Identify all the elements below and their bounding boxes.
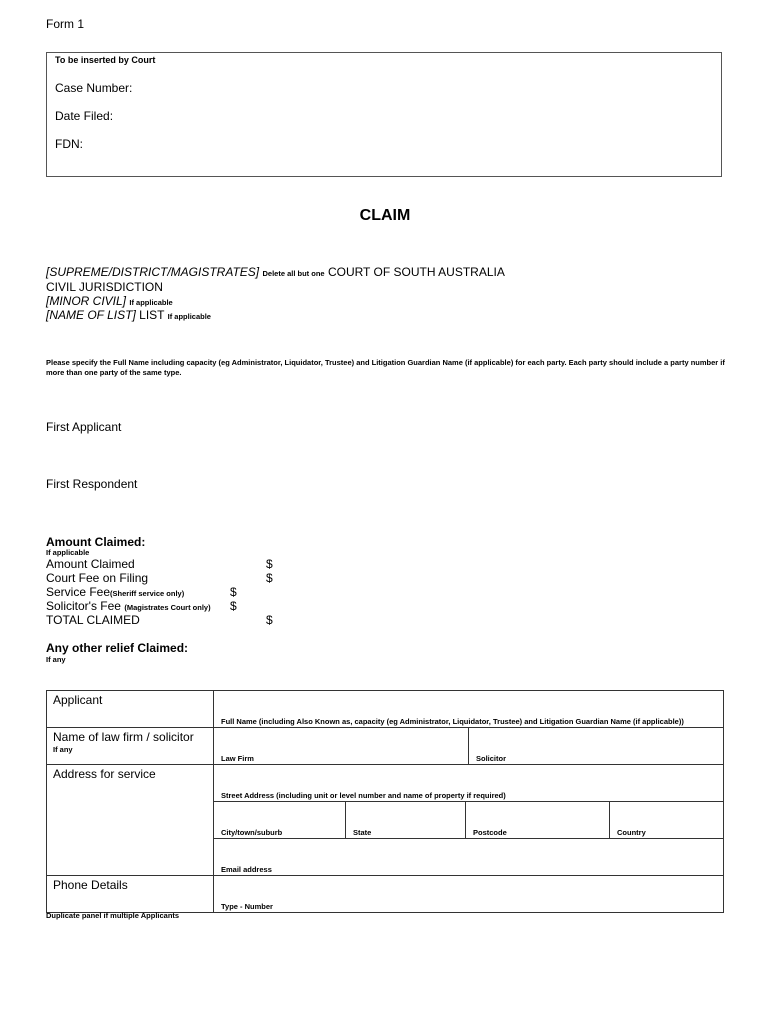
state-caption: State [353, 828, 372, 837]
amount-label: Amount Claimed [46, 557, 135, 571]
case-number-label: Case Number: [55, 81, 133, 95]
law-firm-caption: Law Firm [221, 754, 254, 763]
currency-sign: $ [266, 571, 273, 585]
lawfirm-label-cell [47, 728, 214, 765]
court-delete-note: Delete all but one [262, 269, 325, 278]
first-respondent-label: First Respondent [46, 477, 138, 491]
address-label: Address for service [53, 767, 156, 781]
court-options: [SUPREME/DISTRICT/MAGISTRATES] [46, 265, 260, 279]
currency-sign: $ [230, 599, 237, 613]
first-applicant-label: First Applicant [46, 420, 122, 434]
amount-note: (Magistrates Court only) [124, 603, 211, 612]
list-word: LIST [139, 308, 165, 322]
currency-sign: $ [266, 557, 273, 571]
list-note: If applicable [167, 312, 211, 321]
solicitor-field[interactable] [469, 728, 723, 764]
city-caption: City/town/suburb [221, 828, 283, 837]
currency-sign: $ [266, 613, 273, 627]
other-relief-sub: If any [46, 655, 66, 664]
full-name-caption: Full Name (including Also Known as, capacity (eg Administrator, Liquidator, Trustee) and Litigation Guardian Name (if applicable)) [221, 717, 684, 726]
amount-label: Solicitor's Fee [46, 599, 121, 613]
party-instructions: Please specify the Full Name including capacity (eg Administrator, Liquidator, Trustee) and Litigation Guardian Name (if applicable) for each party. Each party should include a party number if more than one party of the same type. [46, 358, 725, 377]
email-field[interactable] [214, 839, 724, 876]
date-filed-label: Date Filed: [55, 109, 114, 123]
street-caption: Street Address (including unit or level number and name of property if required) [221, 791, 506, 800]
amount-note: (Sheriff service only) [110, 589, 185, 598]
phone-caption: Type - Number [221, 902, 273, 911]
phone-field[interactable] [214, 876, 724, 913]
postcode-field[interactable] [466, 802, 610, 838]
minor-civil: [MINOR CIVIL] [46, 294, 127, 308]
other-relief-heading: Any other relief Claimed: [46, 641, 189, 655]
amount-label: TOTAL CLAIMED [46, 613, 140, 627]
court-name: COURT OF SOUTH AUSTRALIA [327, 265, 505, 279]
amount-sub: If applicable [46, 548, 90, 557]
list-line [46, 308, 211, 324]
street-address-field[interactable] [214, 765, 724, 802]
applicant-label: Applicant [53, 693, 103, 707]
amount-row [46, 571, 148, 585]
currency-sign: $ [230, 585, 237, 599]
amount-row [46, 585, 184, 599]
court-use-box [46, 52, 722, 177]
form-label: Form 1 [46, 17, 85, 31]
amount-row [46, 613, 140, 627]
solicitor-caption: Solicitor [476, 754, 507, 763]
locality-fields [214, 802, 724, 839]
amount-row [46, 557, 135, 571]
amount-row [46, 599, 211, 613]
court-line [46, 265, 505, 281]
address-label-cell [47, 765, 214, 876]
state-field[interactable] [346, 802, 466, 838]
page-title: CLAIM [359, 207, 411, 224]
lawfirm-label: Name of law firm / solicitor [53, 730, 194, 744]
city-field[interactable] [214, 802, 346, 838]
civil-jurisdiction: CIVIL JURISDICTION [46, 280, 163, 294]
applicant-label-cell [47, 691, 214, 728]
phone-label-cell [47, 876, 214, 913]
name-of-list: [NAME OF LIST] [46, 308, 136, 322]
lawfirm-fields [214, 728, 724, 765]
duplicate-note: Duplicate panel if multiple Applicants [46, 911, 180, 920]
country-caption: Country [617, 828, 646, 837]
full-name-field[interactable] [214, 691, 724, 728]
court-box-heading: To be inserted by Court [55, 55, 156, 65]
amount-label: Service Fee [46, 585, 111, 599]
postcode-caption: Postcode [473, 828, 507, 837]
minor-civil-note: If applicable [129, 298, 173, 307]
country-field[interactable] [610, 802, 723, 838]
applicant-panel [46, 690, 724, 913]
lawfirm-sub: If any [53, 745, 73, 754]
law-firm-field[interactable] [214, 728, 469, 764]
fdn-label: FDN: [55, 137, 83, 151]
amount-heading: Amount Claimed: [46, 535, 146, 549]
phone-label: Phone Details [53, 878, 128, 892]
email-caption: Email address [221, 865, 272, 874]
amount-label: Court Fee on Filing [46, 571, 149, 585]
